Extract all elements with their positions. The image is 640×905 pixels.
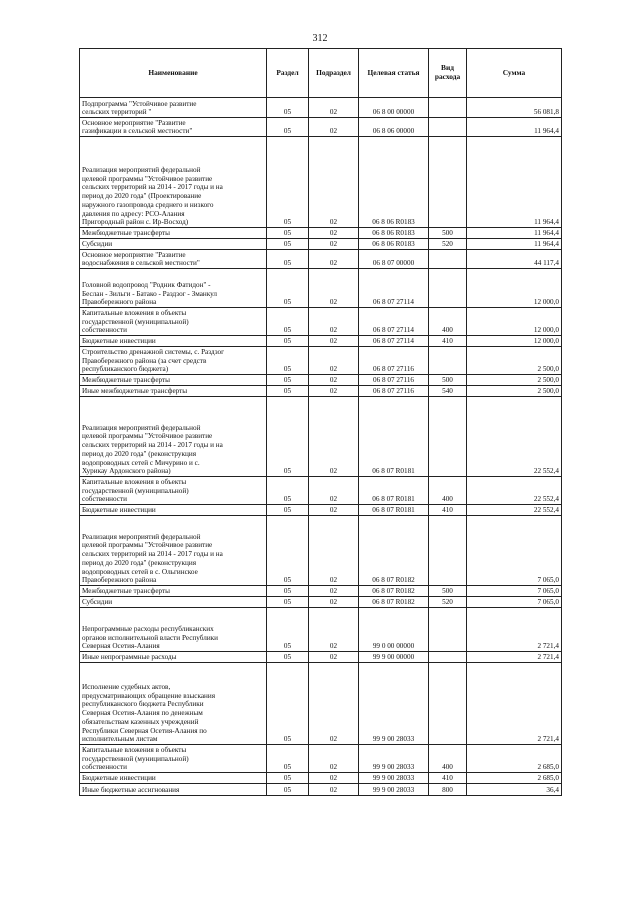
cell-expense-type xyxy=(429,663,467,745)
cell-expense-type: 400 xyxy=(429,477,467,505)
table-row xyxy=(80,386,562,397)
cell-subsection: 02 xyxy=(309,137,359,228)
cell-amount: 56 081,8 xyxy=(467,98,562,118)
cell-name: Основное мероприятие "Развитие газификации в сельской местности" xyxy=(80,118,267,137)
cell-expense-type: 500 xyxy=(429,228,467,239)
cell-section: 05 xyxy=(267,477,309,505)
cell-subsection: 02 xyxy=(309,397,359,477)
table-row xyxy=(80,652,562,663)
cell-section: 05 xyxy=(267,516,309,586)
cell-subsection: 02 xyxy=(309,269,359,308)
cell-name: Капитальные вложения в объекты государственной (муниципальной) собственности xyxy=(80,745,267,773)
table-row xyxy=(80,347,562,375)
cell-section: 05 xyxy=(267,505,309,516)
cell-section: 05 xyxy=(267,784,309,796)
cell-amount: 2 500,0 xyxy=(467,375,562,386)
cell-section: 05 xyxy=(267,137,309,228)
table-row xyxy=(80,98,562,118)
cell-target: 99 9 00 00000 xyxy=(359,652,429,663)
cell-target: 06 8 06 00000 xyxy=(359,118,429,137)
cell-target: 99 9 00 28033 xyxy=(359,773,429,784)
table-row xyxy=(80,228,562,239)
cell-expense-type: 520 xyxy=(429,239,467,250)
cell-expense-type: 410 xyxy=(429,336,467,347)
cell-expense-type: 500 xyxy=(429,586,467,597)
cell-target: 06 8 07 27116 xyxy=(359,386,429,397)
cell-expense-type: 520 xyxy=(429,597,467,608)
cell-target: 06 8 06 R0183 xyxy=(359,228,429,239)
cell-target: 06 8 07 R0182 xyxy=(359,586,429,597)
cell-name: Основное мероприятие "Развитие водоснабжения в сельской местности" xyxy=(80,250,267,269)
cell-subsection: 02 xyxy=(309,663,359,745)
cell-name: Строительство дренажной системы, с. Раздзог Правобережного района (за счет средств республиканского бюджета) xyxy=(80,347,267,375)
header-section: Раздел xyxy=(267,49,309,98)
cell-name: Бюджетные инвестиции xyxy=(80,336,267,347)
cell-target: 06 8 06 R0183 xyxy=(359,137,429,228)
cell-amount: 11 964,4 xyxy=(467,118,562,137)
cell-section: 05 xyxy=(267,597,309,608)
cell-subsection: 02 xyxy=(309,386,359,397)
table-body xyxy=(80,98,562,796)
cell-subsection: 02 xyxy=(309,505,359,516)
cell-expense-type: 400 xyxy=(429,308,467,336)
cell-section: 05 xyxy=(267,397,309,477)
cell-amount: 2 721,4 xyxy=(467,652,562,663)
cell-name: Капитальные вложения в объекты государственной (муниципальной) собственности xyxy=(80,477,267,505)
header-amount: Сумма xyxy=(467,49,562,98)
cell-target: 06 8 07 27114 xyxy=(359,269,429,308)
cell-target: 06 8 07 00000 xyxy=(359,250,429,269)
table-row xyxy=(80,239,562,250)
cell-section: 05 xyxy=(267,347,309,375)
cell-name: Исполнение судебных актов, предусматривающих обращение взыскания республиканского бюджета Республики Северная Осетия-Алания по денежным обязательствам казенных учреждений Республики Северная Осетия-Алания по исполнительным листам xyxy=(80,663,267,745)
table-row xyxy=(80,597,562,608)
cell-section: 05 xyxy=(267,336,309,347)
cell-name: Головной водопровод "Родник Фатидон" - Беслан - Зильги - Батако - Раздзог - Зманкул Правобережного района xyxy=(80,269,267,308)
cell-expense-type: 540 xyxy=(429,386,467,397)
cell-amount: 7 065,0 xyxy=(467,597,562,608)
cell-section: 05 xyxy=(267,586,309,597)
cell-amount: 12 000,0 xyxy=(467,269,562,308)
cell-expense-type xyxy=(429,269,467,308)
cell-amount: 2 685,0 xyxy=(467,773,562,784)
cell-subsection: 02 xyxy=(309,586,359,597)
cell-amount: 7 065,0 xyxy=(467,516,562,586)
cell-target: 06 8 07 R0181 xyxy=(359,397,429,477)
cell-section: 05 xyxy=(267,239,309,250)
cell-amount: 2 500,0 xyxy=(467,347,562,375)
cell-name: Капитальные вложения в объекты государственной (муниципальной) собственности xyxy=(80,308,267,336)
cell-amount: 2 721,4 xyxy=(467,663,562,745)
cell-amount: 12 000,0 xyxy=(467,308,562,336)
cell-section: 05 xyxy=(267,250,309,269)
cell-amount: 7 065,0 xyxy=(467,586,562,597)
table-row xyxy=(80,745,562,773)
cell-section: 05 xyxy=(267,118,309,137)
cell-name: Субсидии xyxy=(80,239,267,250)
cell-expense-type xyxy=(429,608,467,652)
table-row xyxy=(80,516,562,586)
budget-table xyxy=(79,48,562,796)
cell-amount: 2 500,0 xyxy=(467,386,562,397)
cell-subsection: 02 xyxy=(309,118,359,137)
cell-amount: 2 685,0 xyxy=(467,745,562,773)
cell-subsection: 02 xyxy=(309,228,359,239)
cell-amount: 22 552,4 xyxy=(467,397,562,477)
table-row xyxy=(80,773,562,784)
table-row xyxy=(80,784,562,796)
table-row xyxy=(80,375,562,386)
cell-name: Реализация мероприятий федеральной целевой программы "Устойчивое развитие сельских территорий на 2014 - 2017 годы и на период до 2020 года" (реконструкция водопроводных сетей с Мичурино и с. Хурикау Ардонского района) xyxy=(80,397,267,477)
cell-amount: 11 964,4 xyxy=(467,137,562,228)
cell-section: 05 xyxy=(267,386,309,397)
cell-subsection: 02 xyxy=(309,773,359,784)
cell-expense-type xyxy=(429,137,467,228)
header-subsection: Подраздел xyxy=(309,49,359,98)
cell-subsection: 02 xyxy=(309,608,359,652)
cell-name: Иные непрограммные расходы xyxy=(80,652,267,663)
header-target: Целевая статья xyxy=(359,49,429,98)
cell-name: Межбюджетные трансферты xyxy=(80,586,267,597)
table-header-row xyxy=(80,49,562,98)
table-row xyxy=(80,118,562,137)
cell-target: 06 8 07 R0182 xyxy=(359,516,429,586)
cell-section: 05 xyxy=(267,98,309,118)
cell-subsection: 02 xyxy=(309,375,359,386)
cell-target: 06 8 07 R0181 xyxy=(359,505,429,516)
cell-expense-type: 410 xyxy=(429,773,467,784)
cell-expense-type xyxy=(429,118,467,137)
page-number: 312 xyxy=(312,33,328,44)
cell-name: Бюджетные инвестиции xyxy=(80,505,267,516)
cell-subsection: 02 xyxy=(309,336,359,347)
table-row xyxy=(80,137,562,228)
cell-amount: 22 552,4 xyxy=(467,505,562,516)
cell-name: Бюджетные инвестиции xyxy=(80,773,267,784)
cell-target: 99 9 00 28033 xyxy=(359,663,429,745)
cell-amount: 22 552,4 xyxy=(467,477,562,505)
cell-subsection: 02 xyxy=(309,745,359,773)
cell-amount: 44 117,4 xyxy=(467,250,562,269)
table-row xyxy=(80,505,562,516)
cell-amount: 36,4 xyxy=(467,784,562,796)
cell-name: Непрограммные расходы республиканских органов исполнительной власти Республики Северная Осетия-Алания xyxy=(80,608,267,652)
table-row xyxy=(80,397,562,477)
cell-section: 05 xyxy=(267,745,309,773)
cell-section: 05 xyxy=(267,269,309,308)
cell-target: 06 8 00 00000 xyxy=(359,98,429,118)
cell-target: 06 8 07 27116 xyxy=(359,375,429,386)
cell-subsection: 02 xyxy=(309,250,359,269)
cell-name: Иные межбюджетные трансферты xyxy=(80,386,267,397)
cell-amount: 2 721,4 xyxy=(467,608,562,652)
cell-expense-type xyxy=(429,652,467,663)
cell-subsection: 02 xyxy=(309,239,359,250)
cell-section: 05 xyxy=(267,308,309,336)
cell-section: 05 xyxy=(267,773,309,784)
cell-expense-type: 800 xyxy=(429,784,467,796)
table-row xyxy=(80,269,562,308)
header-expense-type: Вид расхода xyxy=(429,49,467,98)
table-row xyxy=(80,608,562,652)
cell-expense-type: 410 xyxy=(429,505,467,516)
cell-amount: 11 964,4 xyxy=(467,239,562,250)
cell-subsection: 02 xyxy=(309,347,359,375)
cell-name: Субсидии xyxy=(80,597,267,608)
cell-name: Межбюджетные трансферты xyxy=(80,375,267,386)
cell-section: 05 xyxy=(267,375,309,386)
cell-target: 06 8 07 R0182 xyxy=(359,597,429,608)
cell-section: 05 xyxy=(267,608,309,652)
cell-expense-type xyxy=(429,397,467,477)
cell-expense-type xyxy=(429,516,467,586)
cell-section: 05 xyxy=(267,228,309,239)
cell-name: Подпрограмма "Устойчивое развитие сельских территорий " xyxy=(80,98,267,118)
table-row xyxy=(80,308,562,336)
table-row xyxy=(80,586,562,597)
table-row xyxy=(80,336,562,347)
cell-amount: 12 000,0 xyxy=(467,336,562,347)
cell-target: 06 8 07 27114 xyxy=(359,336,429,347)
cell-name: Иные бюджетные ассигнования xyxy=(80,784,267,796)
cell-subsection: 02 xyxy=(309,784,359,796)
cell-subsection: 02 xyxy=(309,98,359,118)
cell-expense-type: 400 xyxy=(429,745,467,773)
cell-name: Реализация мероприятий федеральной целевой программы "Устойчивое развитие сельских территорий на 2014 - 2017 годы и на период до 2020 года" (Проектирование наружного газопровода среднего и низкого давления по адресу: РСО-Алания Пригородный район с. Ир-Восход) xyxy=(80,137,267,228)
table-row xyxy=(80,663,562,745)
cell-subsection: 02 xyxy=(309,516,359,586)
table-row xyxy=(80,477,562,505)
cell-target: 99 0 00 00000 xyxy=(359,608,429,652)
cell-subsection: 02 xyxy=(309,308,359,336)
cell-expense-type xyxy=(429,347,467,375)
cell-expense-type xyxy=(429,98,467,118)
cell-target: 06 8 07 27116 xyxy=(359,347,429,375)
cell-target: 99 9 00 28033 xyxy=(359,745,429,773)
cell-subsection: 02 xyxy=(309,597,359,608)
table-row xyxy=(80,250,562,269)
cell-amount: 11 964,4 xyxy=(467,228,562,239)
cell-section: 05 xyxy=(267,652,309,663)
cell-target: 99 9 00 28033 xyxy=(359,784,429,796)
cell-expense-type: 500 xyxy=(429,375,467,386)
cell-target: 06 8 07 27114 xyxy=(359,308,429,336)
cell-name: Межбюджетные трансферты xyxy=(80,228,267,239)
cell-expense-type xyxy=(429,250,467,269)
header-name: Наименование xyxy=(80,49,267,98)
cell-subsection: 02 xyxy=(309,477,359,505)
cell-target: 06 8 06 R0183 xyxy=(359,239,429,250)
cell-section: 05 xyxy=(267,663,309,745)
cell-target: 06 8 07 R0181 xyxy=(359,477,429,505)
cell-subsection: 02 xyxy=(309,652,359,663)
cell-name: Реализация мероприятий федеральной целевой программы "Устойчивое развитие сельских территорий на 2014 - 2017 годы и на период до 2020 года" (реконструкция водопроводных сетей в с. Ольгинское Правобережного района xyxy=(80,516,267,586)
